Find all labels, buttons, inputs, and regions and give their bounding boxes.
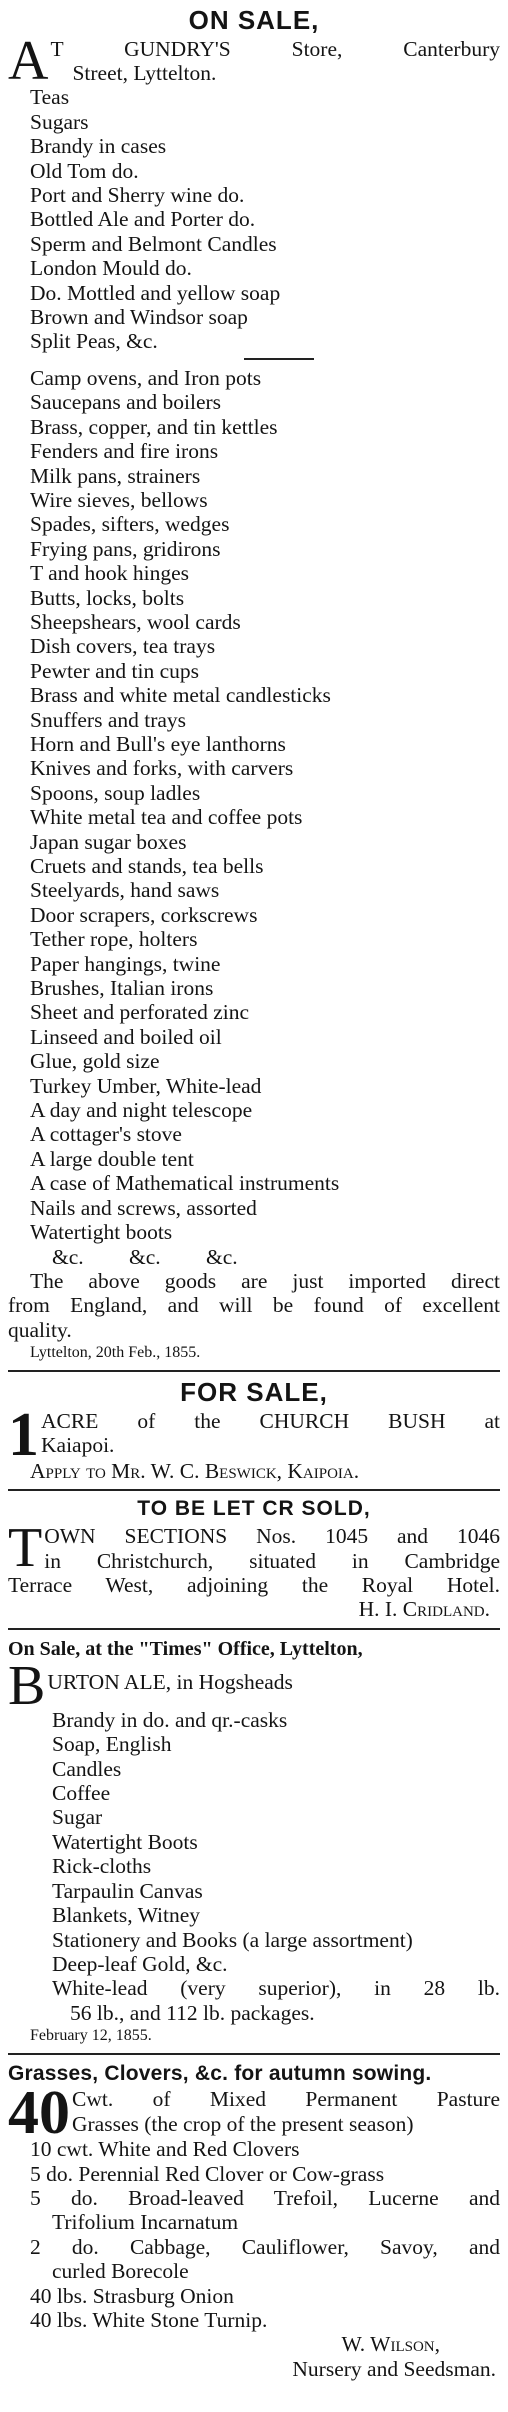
list-item: 10 cwt. White and Red Clovers (30, 2137, 300, 2162)
list-item: Old Tom do. (30, 158, 139, 183)
list-item: Brushes, Italian irons (30, 976, 214, 1001)
list-item: Tether rope, holters (30, 927, 198, 952)
list-item: Snuffers and trays (30, 707, 187, 732)
advert-heading-grasses: Grasses, Clovers, &c. for autumn sowing. (8, 2062, 432, 2086)
list-item: 56 lb., and 112 lb. packages. (70, 2000, 315, 2025)
list-item: Brandy in cases (30, 134, 167, 159)
advert-line: ACRE of the CHURCH BUSH at (41, 1408, 500, 1433)
advert-separator (8, 2053, 500, 2055)
drop-cap: B (8, 1654, 46, 1717)
list-item: Door scrapers, corkscrews (30, 902, 258, 927)
advert-signature: W. Wilson, (341, 2332, 440, 2357)
list-item: Sheet and perforated zinc (30, 1000, 250, 1025)
advert-line: OWN SECTIONS Nos. 1045 and 1046 (44, 1524, 500, 1549)
advert-line: in Christchurch, situated in Cambridge (44, 1548, 500, 1573)
list-item: Steelyards, hand saws (30, 878, 220, 903)
list-item: Watertight Boots (52, 1829, 198, 1854)
list-item: Trifolium Incarnatum (52, 2210, 239, 2235)
advert-date: February 12, 1855. (30, 2027, 152, 2045)
advert-heading-for-sale: FOR SALE, (180, 1377, 328, 1408)
advert-first-line: URTON ALE, in Hogsheads (47, 1669, 293, 1694)
list-item: Linseed and boiled oil (30, 1024, 222, 1049)
advert-gundry-store (8, 6, 500, 1364)
advert-separator (8, 1370, 500, 1372)
list-item: Brass and white metal candlesticks (30, 683, 331, 708)
list-item: Fenders and fire irons (30, 439, 219, 464)
list-item: Frying pans, gridirons (30, 536, 221, 561)
drop-cap: 40 (8, 2079, 70, 2148)
list-item: Brass, copper, and tin kettles (30, 414, 278, 439)
list-item: 5 do. Broad-leaved Trefoil, Lucerne and (30, 2185, 500, 2210)
list-item: Nails and screws, assorted (30, 1195, 257, 1220)
advert-date: Lyttelton, 20th Feb., 1855. (30, 1344, 201, 1362)
list-item: Sugar (52, 1805, 103, 1830)
advert-church-bush (8, 1378, 500, 1483)
list-item: A cottager's stove (30, 1122, 182, 1147)
list-item: Do. Mottled and yellow soap (30, 280, 281, 305)
advert-contact: Apply to Mr. W. C. Beswick, Kaipoia. (30, 1458, 360, 1483)
list-item: Sugars (30, 109, 89, 134)
advert-signature-title: Nursery and Seedsman. (292, 2356, 496, 2381)
advert-separator (8, 1489, 500, 1491)
advert-grasses (8, 2061, 500, 2381)
goods-list (8, 1708, 500, 2025)
list-item: Saucepans and boilers (30, 390, 222, 415)
list-item: White metal tea and coffee pots (30, 805, 303, 830)
list-item: White-lead (very superior), in 28 lb. (52, 1976, 500, 2001)
list-item: Bottled Ale and Porter do. (30, 207, 256, 232)
goods-list-hardware (8, 366, 500, 1269)
list-item: Teas (30, 85, 70, 110)
list-item: Brandy in do. and qr.-casks (52, 1707, 288, 1732)
advert-opening (8, 29, 500, 92)
list-item: Horn and Bull's eye lanthorns (30, 731, 286, 756)
drop-cap: T (8, 1517, 43, 1580)
advert-town-sections (8, 1497, 500, 1622)
list-item: Glue, gold size (30, 1049, 160, 1074)
list-item: Turkey Umber, White-lead (30, 1073, 262, 1098)
list-item: Spoons, soup ladles (30, 780, 201, 805)
list-item: Sperm and Belmont Candles (30, 231, 277, 256)
list-item: Watertight boots (30, 1220, 173, 1245)
note-line: quality. (8, 1317, 72, 1342)
list-item: Soap, English (52, 1732, 172, 1757)
list-item: Pewter and tin cups (30, 658, 199, 683)
etcetera-line: &c. &c. &c. (52, 1244, 238, 1269)
advert-separator (8, 1628, 500, 1630)
list-item: Port and Sherry wine do. (30, 183, 245, 208)
list-item: Candles (52, 1756, 122, 1781)
list-item: Japan sugar boxes (30, 829, 187, 854)
list-item: Split Peas, &c. (30, 329, 158, 354)
list-item: Stationery and Books (a large assortment) (52, 1927, 413, 1952)
section-divider (244, 358, 314, 360)
list-item: Blankets, Witney (52, 1903, 201, 1928)
list-item: A large double tent (30, 1146, 194, 1171)
drop-cap: A (8, 29, 49, 92)
advert-note (8, 1269, 500, 1342)
list-item: London Mould do. (30, 256, 192, 281)
advert-times-office (8, 1636, 500, 2047)
list-item: curled Borecole (52, 2259, 189, 2284)
list-item: T and hook hinges (30, 561, 190, 586)
list-item: Cruets and stands, tea bells (30, 854, 264, 878)
list-item: Butts, locks, bolts (30, 585, 185, 610)
seed-list (8, 2137, 500, 2332)
list-item: Coffee (52, 1781, 111, 1806)
advert-line: Kaiapoi. (41, 1433, 115, 1458)
note-line: The above goods are just imported direct (30, 1268, 500, 1293)
list-item: Knives and forks, with carvers (30, 756, 294, 781)
advert-line: Terrace West, adjoining the Royal Hotel. (8, 1573, 500, 1598)
list-item: Wire sieves, bellows (30, 487, 208, 512)
advert-header: On Sale, at the "Times" Office, Lyttelton, (8, 1637, 363, 1660)
advert-signature: H. I. Cridland. (358, 1597, 490, 1622)
list-item: Sheepshears, wool cards (30, 609, 241, 634)
list-item: 40 lbs. Strasburg Onion (30, 2283, 234, 2308)
list-item: Camp ovens, and Iron pots (30, 365, 262, 390)
note-line: from England, and will be found of excellent (8, 1293, 500, 1318)
advert-second-line: Street, Lyttelton. (72, 61, 217, 85)
list-item: Brown and Windsor soap (30, 305, 248, 330)
list-item: A case of Mathematical instruments (30, 1171, 340, 1196)
goods-list-groceries (8, 85, 500, 353)
list-item: Paper hangings, twine (30, 951, 221, 976)
advert-line: Grasses (the crop of the present season) (72, 2111, 414, 2136)
list-item: Milk pans, strainers (30, 463, 201, 488)
advert-line: Cwt. of Mixed Permanent Pasture (72, 2087, 500, 2112)
list-item: 2 do. Cabbage, Cauliflower, Savoy, and (30, 2234, 500, 2259)
advert-first-line: T GUNDRY'S Store, Canterbury (50, 36, 500, 61)
drop-cap: 1 (8, 1400, 39, 1469)
list-item: Rick-cloths (52, 1854, 152, 1879)
list-item: Spades, sifters, wedges (30, 512, 230, 537)
advert-heading-to-let: TO BE LET CR SOLD, (137, 1497, 371, 1521)
list-item: Tarpaulin Canvas (52, 1878, 203, 1903)
list-item: 40 lbs. White Stone Turnip. (30, 2307, 268, 2332)
advert-heading-on-sale: ON SALE, (188, 5, 320, 35)
list-item: A day and night telescope (30, 1098, 253, 1123)
list-item: Dish covers, tea trays (30, 634, 216, 659)
list-item: Deep-leaf Gold, &c. (52, 1951, 228, 1976)
list-item: 5 do. Perennial Red Clover or Cow-grass (30, 2161, 385, 2186)
